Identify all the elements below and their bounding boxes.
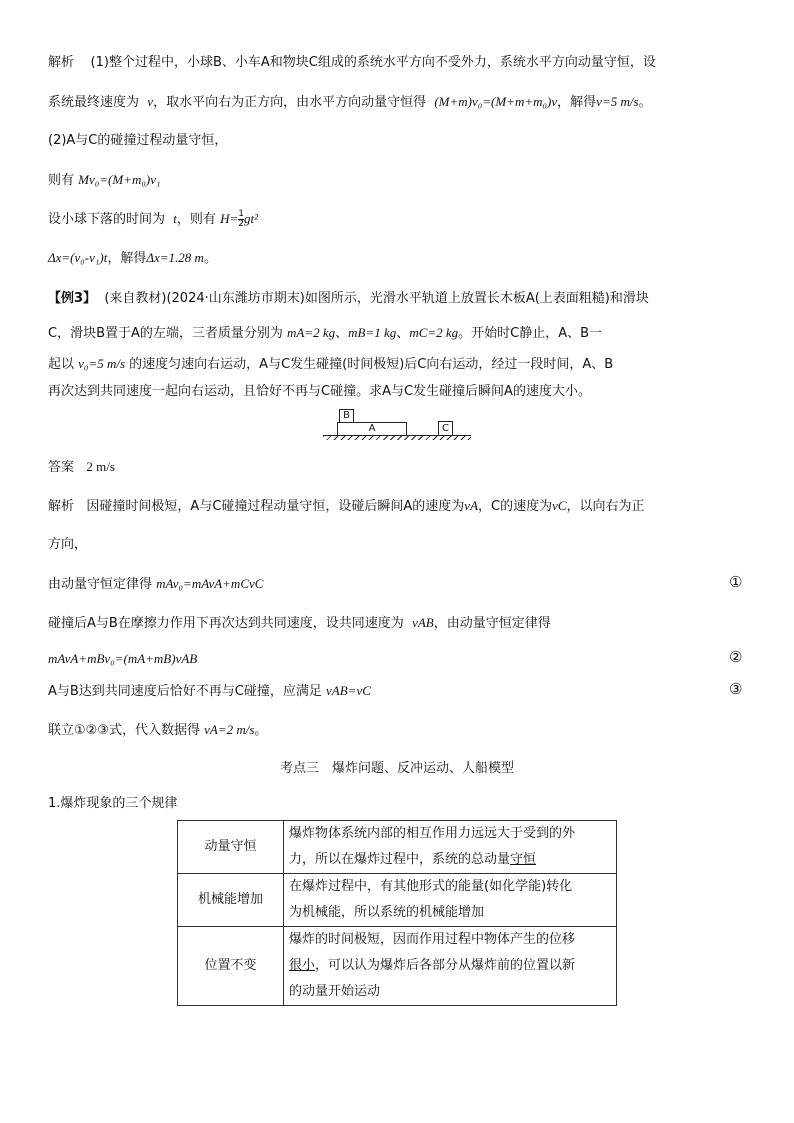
fraction-half: $\frac{1}{2}$ [238,209,244,229]
table-key-cell: 机械能增加 [178,874,284,927]
ground-hatch [323,436,471,440]
table-key-cell: 动量守恒 [178,821,284,874]
table-row [178,927,617,1006]
block-b: B [339,409,354,423]
solution1-line5: 设小球下落的时间为 t，则有 H= $\frac{1}{2}$ gt² [48,209,258,229]
table-row [178,874,617,927]
momentum-equation: (M+m)v₀=(M+m+m₀)v [434,94,558,109]
equation-number-1: ① [729,573,743,591]
equation-1: mAv₀=mAvA+mCvC [156,576,264,591]
solution2-line5 [48,650,197,669]
solution1-line2: 系统最终速度为 v，取水平向右为正方向，由水平方向动量守恒得 (M+m)v₀=(M+m+m₀)v，解得v=5 m/s。 [48,94,652,110]
table-value-cell: 爆炸的时间极短，因而作用过程中物体产生的位移 很小，可以认为爆炸后各部分从爆炸前的位置以新 的动量开始运动 [284,927,617,1006]
example3-line4: 再次达到共同速度一起向右运动，且恰好不再与C碰撞。求A与C发生碰撞后瞬间A的速度大小。 [48,384,591,399]
solution1-line6: Δx=(v₀-v₁)t，解得Δx=1.28 m。 [48,250,217,266]
example3-line3: 起以 v₀=5 m/s 的速度匀速向右运动，A与C发生碰撞(时间极短)后C向右运动，经过一段时间，A、B [48,356,614,372]
answer-label: 答案 [48,460,75,475]
solution2-line1: 解析 因碰撞时间极短，A与C碰撞过程动量守恒，设碰后瞬间A的速度为vA，C的速度为vC，以向右为正 [48,498,645,514]
example-label: 【例3】 [48,291,97,306]
solution1-line4: 则有 Mv₀=(M+m₀)v₁ [48,172,161,188]
section-subtitle: 1.爆炸现象的三个规律 [48,796,178,811]
example3-line1: 【例3】 (来自教材)(2024·山东潍坊市期末)如图所示，光滑水平轨道上放置长木板A(上表面粗糙)和滑块 [48,291,649,306]
equation-3: vAB=vC [326,683,371,698]
answer-line [48,458,115,477]
solution1-line1: 解析 (1)整个过程中，小球B、小车A和物块C组成的系统水平方向不受外力，系统水平方向动量守恒，设 [48,55,656,70]
solution2-line3: 由动量守恒定律得 mAv₀=mAvA+mCvC [48,576,264,592]
table-key-cell: 位置不变 [178,927,284,1006]
explosion-rules-table [177,820,617,1006]
result-v: v=5 m/s [596,94,639,109]
solution2-line2: 方向， [48,537,88,552]
answer-value: 2 m/s [86,459,115,474]
solution-label: 解析 [48,55,75,70]
equation-number-2: ② [729,648,743,666]
solution1-line3: (2)A与C的碰撞过程动量守恒， [48,133,228,148]
board-a: A [337,422,407,436]
example3-figure [323,409,471,441]
collision-equation: Mv₀=(M+m₀)v₁ [78,172,161,187]
table-value-cell: 爆炸物体系统内部的相互作用力远远大于受到的外 力，所以在爆炸过程中，系统的总动量守恒 [284,821,617,874]
solution2-line7: 联立①②③式，代入数据得 vA=2 m/s。 [48,722,268,738]
equation-number-3: ③ [729,680,743,698]
block-c: C [438,421,453,436]
section-title: 考点三 爆炸问题、反冲运动、人船模型 [279,761,514,776]
equation-2: mAvA+mBv₀=(mA+mB)vAB [48,651,198,666]
table-row [178,821,617,874]
example3-line2: C，滑块B置于A的左端，三者质量分别为 mA=2 kg、mB=1 kg、mC=2 kg。开始时C静止，A、B一 [48,325,603,341]
table-value-cell: 在爆炸过程中，有其他形式的能量(如化学能)转化 为机械能，所以系统的机械能增加 [284,874,617,927]
solution2-line6: A与B达到共同速度后恰好不再与C碰撞，应满足 vAB=vC [48,683,371,699]
solution2-line4: 碰撞后A与B在摩擦力作用下再次达到共同速度，设共同速度为 vAB，由动量守恒定律得 [48,615,551,631]
